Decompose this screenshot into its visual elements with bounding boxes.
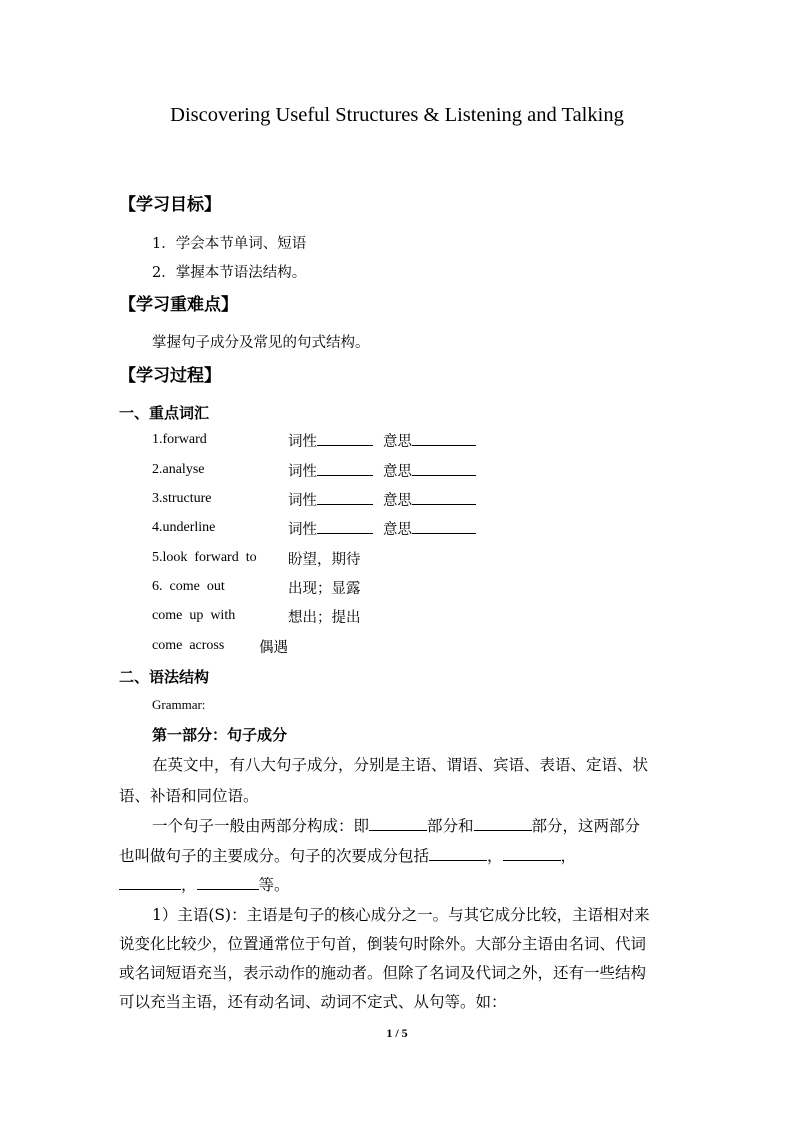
phrase-term: come across xyxy=(152,638,225,653)
fill-blank[interactable] xyxy=(197,875,259,890)
section-heading-key-points: 【学习重难点】 xyxy=(119,295,238,315)
fill-blank[interactable] xyxy=(119,875,181,890)
pos-blank[interactable] xyxy=(317,431,373,446)
fill-blank[interactable] xyxy=(369,816,427,831)
grammar-part-title: 第一部分：句子成分 xyxy=(152,726,288,744)
paragraph-line: 也叫做句子的主要成分。句子的次要成分包括 ， ， xyxy=(119,847,577,865)
vocab-heading: 一、重点词汇 xyxy=(119,404,210,422)
pos-blank[interactable] xyxy=(317,519,373,534)
paragraph-line: 或名词短语充当，表示动作的施动者。但除了名词及代词之外，还有一些结构 xyxy=(119,964,647,982)
meaning-blank[interactable] xyxy=(412,461,476,476)
fill-blank[interactable] xyxy=(429,846,487,861)
pos-blank[interactable] xyxy=(317,461,373,476)
grammar-label: Grammar: xyxy=(152,697,206,712)
pos-label: 词性 xyxy=(288,493,317,509)
phrase-term: 6. come out xyxy=(152,579,225,594)
grammar-heading: 二、语法结构 xyxy=(119,668,210,686)
paragraph-line: 语、补语和同位语。 xyxy=(119,787,259,805)
key-points-text: 掌握句子成分及常见的句式结构。 xyxy=(152,335,370,351)
paragraph-line: 可以充当主语，还有动名词、动词不定式、从句等。如： xyxy=(119,993,507,1011)
vocab-term: 4.underline xyxy=(152,520,216,535)
goal-item: 2．掌握本节语法结构。 xyxy=(152,265,307,281)
phrase-meaning: 想出；提出 xyxy=(288,610,361,626)
meaning-label: 意思 xyxy=(383,522,412,538)
pos-label: 词性 xyxy=(288,522,317,538)
pos-blank[interactable] xyxy=(317,490,373,505)
vocab-term: 3.structure xyxy=(152,491,212,506)
section-heading-goals: 【学习目标】 xyxy=(119,195,221,215)
meaning-blank[interactable] xyxy=(412,519,476,534)
pos-label: 词性 xyxy=(288,434,317,450)
phrase-meaning: 出现；显露 xyxy=(288,581,361,597)
meaning-label: 意思 xyxy=(383,493,412,509)
vocab-term: 1.forward xyxy=(152,432,207,447)
paragraph-line: 说变化比较少，位置通常位于句首，倒装句时除外。大部分主语由名词、代词 xyxy=(119,935,647,953)
phrase-meaning: 盼望，期待 xyxy=(288,552,361,568)
pos-label: 词性 xyxy=(288,464,317,480)
fill-blank[interactable] xyxy=(503,846,561,861)
section-heading-process: 【学习过程】 xyxy=(119,366,221,386)
goal-item: 1．学会本节单词、短语 xyxy=(152,236,307,252)
meaning-blank[interactable] xyxy=(412,490,476,505)
fill-blank[interactable] xyxy=(474,816,532,831)
phrase-term: come up with xyxy=(152,608,236,623)
document-title: Discovering Useful Structures & Listening and Talking xyxy=(170,104,624,126)
paragraph-line: 在英文中，有八大句子成分，分别是主语、谓语、宾语、表语、定语、状 xyxy=(152,756,649,774)
vocab-term: 2.analyse xyxy=(152,462,205,477)
phrase-term: 5.look forward to xyxy=(152,550,257,565)
page-number: 1 / 5 xyxy=(386,1026,408,1040)
meaning-label: 意思 xyxy=(383,464,412,480)
paragraph-line: 1）主语(S)：主语是句子的核心成分之一。与其它成分比较，主语相对来 xyxy=(152,906,650,924)
paragraph-line: 一个句子一般由两部分构成：即 部分和 部分，这两部分 xyxy=(152,817,641,835)
paragraph-line: ， 等。 xyxy=(119,873,290,895)
meaning-label: 意思 xyxy=(383,434,412,450)
meaning-blank[interactable] xyxy=(412,431,476,446)
phrase-meaning: 偶遇 xyxy=(259,640,288,656)
